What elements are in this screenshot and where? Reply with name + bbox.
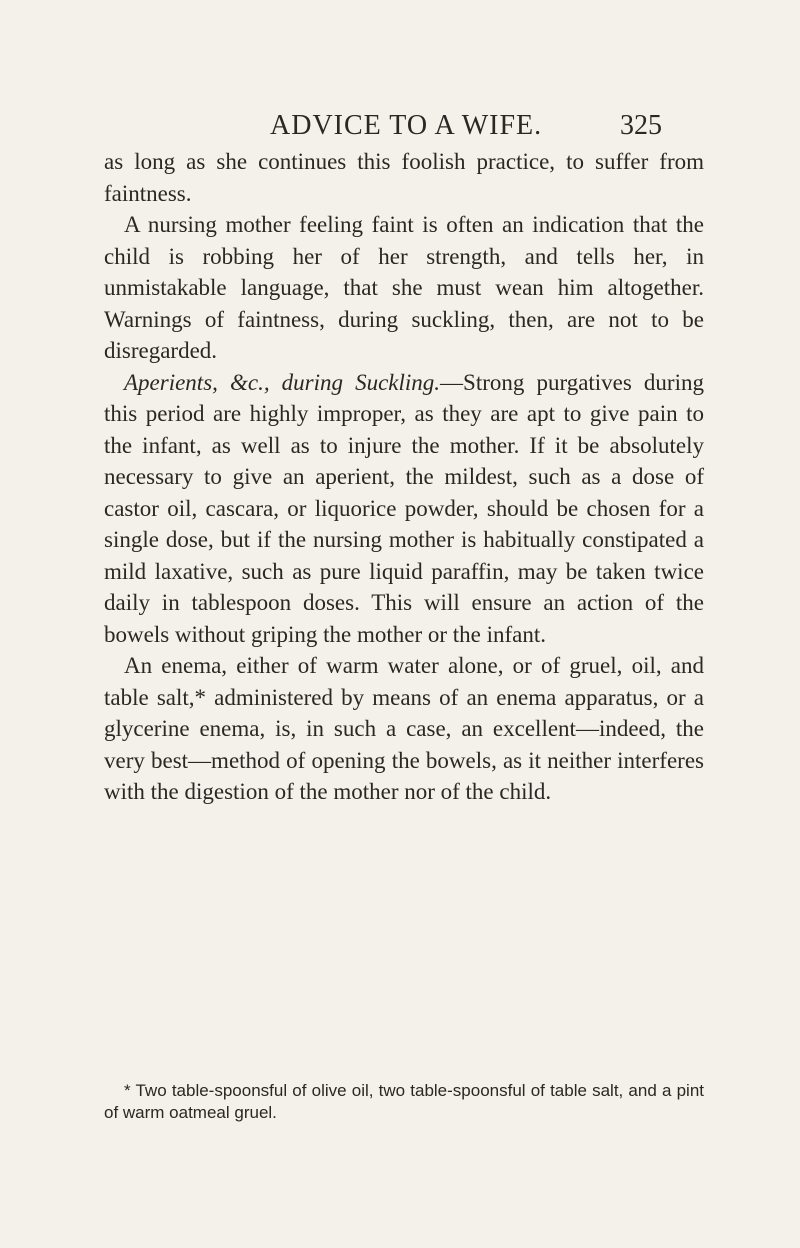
paragraph-nursing-faintness: A nursing mother feeling faint is often an indication that the child is robbing her of her strength, and tells her, in unmistakable language, that she must wean him altogether. Warnings of faintness, during suckling, then, are not to be disregarded.	[104, 212, 704, 363]
paragraph-continued: as long as she continues this foolish practice, to suffer from faintness.	[104, 149, 704, 206]
body-text	[104, 146, 704, 808]
paragraph-aperients	[104, 367, 704, 651]
footnote: * Two table-spoonsful of olive oil, two table-spoonsful of table salt, and a pint of warm oatmeal gruel.	[104, 1081, 704, 1122]
aperients-heading: Aperients, &c., during Suckling.	[124, 369, 441, 395]
aperients-body: —Strong purgatives during this period are highly improper, as they are apt to give pain to the infant, as well as to injure the mother. If it be absolutely necessary to give an aperient, the mildest, such as a dose of castor oil, cascara, or liquorice powder, should be chosen for a single dose, but if the nursing mother is habitually constipated a mild laxative, such as pure liquid paraffin, may be taken twice daily in tablespoon doses. This will ensure an action of the bowels without griping the mother or the infant.	[104, 369, 704, 647]
running-head: ADVICE TO A WIFE.	[270, 110, 543, 141]
paragraph-enema: An enema, either of warm water alone, or of gruel, oil, and table salt,* administered by means of an enema apparatus, or a glycerine enema, is, in such a case, an excellent—indeed, the very best—method of opening the bowels, as it neither interferes with the digestion of the mother nor of the child.	[104, 653, 704, 804]
page-number: 325	[620, 110, 662, 141]
